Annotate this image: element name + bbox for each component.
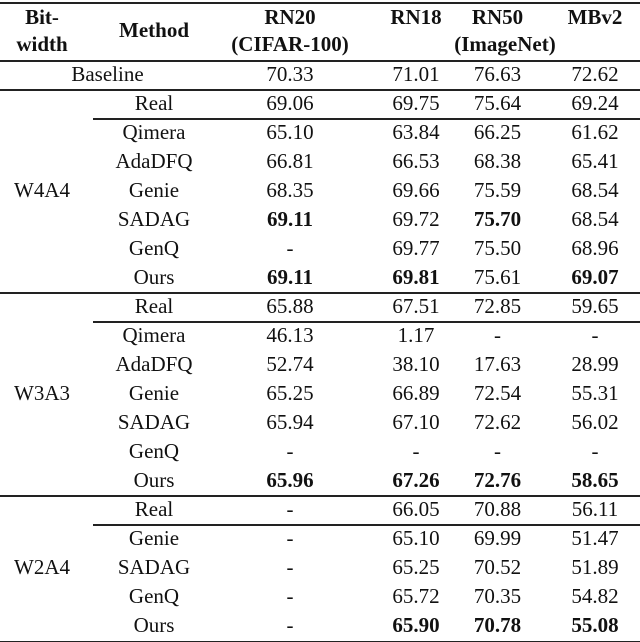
table-cell: 56.11 [571, 497, 619, 521]
table-cell: - [591, 439, 599, 463]
table-cell: 55.08 [571, 613, 619, 637]
table-cell: 66.05 [392, 497, 440, 521]
table-cell: - [286, 497, 294, 521]
table-cell: 72.54 [473, 381, 522, 405]
method-name: Qimera [122, 323, 186, 347]
table-cell: 1.17 [397, 323, 435, 347]
table-cell: 54.82 [571, 584, 619, 608]
method-name: SADAG [117, 207, 191, 231]
table-cell: 56.02 [571, 410, 619, 434]
table-cell: 68.35 [266, 178, 314, 202]
bitwidth-label: W2A4 [14, 555, 70, 579]
method-name: Ours [133, 613, 175, 637]
header-method: Method [119, 18, 189, 42]
table-cell: 17.63 [473, 352, 522, 376]
table-cell: 75.50 [473, 236, 522, 260]
table-cell: 72.76 [473, 468, 522, 492]
table-cell: - [494, 323, 501, 347]
header-imagenet: (ImageNet) [454, 32, 556, 56]
table-cell: 69.66 [392, 178, 440, 202]
table-cell: 46.13 [266, 323, 314, 347]
header-rn50: RN50 [471, 5, 524, 29]
baseline-label: Baseline [71, 62, 144, 86]
table-cell: 69.06 [266, 91, 314, 115]
method-name: AdaDFQ [115, 149, 193, 173]
table-cell: - [412, 439, 420, 463]
table-cell: 69.72 [392, 207, 440, 231]
table-cell: 58.65 [571, 468, 619, 492]
table-cell: 51.47 [571, 526, 619, 550]
table-cell: 65.88 [266, 294, 314, 318]
table-cell: 75.64 [473, 91, 522, 115]
table-cell: - [494, 439, 501, 463]
table-cell: 59.65 [571, 294, 619, 318]
method-name: Genie [128, 178, 180, 202]
table-cell: 67.10 [392, 410, 440, 434]
table-cell: 70.78 [473, 613, 522, 637]
header-bitwidth-line1: Bit- [25, 5, 59, 29]
method-name: Ours [133, 468, 175, 492]
table-cell: 66.25 [473, 120, 522, 144]
baseline-value: 71.01 [392, 62, 440, 86]
table-cell: 70.88 [473, 497, 522, 521]
bitwidth-label: W4A4 [14, 178, 70, 202]
table-cell: - [286, 236, 294, 260]
method-name: Qimera [122, 120, 186, 144]
method-name: AdaDFQ [115, 352, 193, 376]
baseline-value: 72.62 [571, 62, 619, 86]
table-cell: 66.89 [392, 381, 440, 405]
method-name: Ours [133, 265, 175, 289]
table-cell: 55.31 [571, 381, 619, 405]
table-cell: 69.99 [473, 526, 522, 550]
bitwidth-label: W3A3 [14, 381, 70, 405]
table-cell: 65.25 [392, 555, 440, 579]
header-rn18: RN18 [390, 5, 442, 29]
table-cell: 61.62 [571, 120, 619, 144]
method-name: GenQ [128, 439, 180, 463]
table-cell: 70.35 [473, 584, 522, 608]
baseline-value: 70.33 [266, 62, 314, 86]
method-name: Real [134, 294, 174, 318]
method-name: SADAG [117, 410, 191, 434]
table-cell: 65.10 [266, 120, 314, 144]
table-cell: 69.07 [571, 265, 619, 289]
table-cell: 72.62 [473, 410, 522, 434]
header-rn20-dataset: (CIFAR-100) [231, 32, 349, 56]
table-cell: - [286, 526, 294, 550]
table-cell: 68.54 [571, 207, 619, 231]
table-cell: 68.38 [473, 149, 522, 173]
table-cell: 68.54 [571, 178, 619, 202]
method-name: Real [134, 91, 174, 115]
table-cell: 65.94 [266, 410, 314, 434]
table-cell: 70.52 [473, 555, 522, 579]
header-bitwidth [0, 4, 84, 58]
header-mbv2: MBv2 [567, 5, 623, 29]
table-cell: 38.10 [392, 352, 440, 376]
table-cell: 69.24 [571, 91, 619, 115]
table-cell: 66.53 [392, 149, 440, 173]
method-name: Genie [128, 381, 180, 405]
table-cell: - [286, 439, 294, 463]
table-cell: 69.75 [392, 91, 440, 115]
table-cell: 75.61 [473, 265, 522, 289]
table-cell: 52.74 [266, 352, 314, 376]
table-cell: - [286, 584, 294, 608]
table-cell: 67.26 [392, 468, 440, 492]
table-cell: 65.96 [266, 468, 314, 492]
header-rn20-model: RN20 [264, 5, 316, 29]
header-rn20 [215, 4, 365, 58]
table-cell: 65.72 [392, 584, 440, 608]
table-cell: - [591, 323, 599, 347]
table-cell: 75.70 [473, 207, 522, 231]
table-cell: 63.84 [392, 120, 440, 144]
table-cell: - [286, 555, 294, 579]
table-cell: 28.99 [571, 352, 619, 376]
table-cell: 65.90 [392, 613, 440, 637]
method-name: GenQ [128, 236, 180, 260]
table-cell: 75.59 [473, 178, 522, 202]
method-name: GenQ [128, 584, 180, 608]
table-cell: 69.11 [266, 207, 314, 231]
method-name: Real [134, 497, 174, 521]
table-cell: 51.89 [571, 555, 619, 579]
table-cell: 65.10 [392, 526, 440, 550]
header-bitwidth-line2: width [16, 32, 68, 56]
method-name: Genie [128, 526, 180, 550]
table-cell: 65.41 [571, 149, 619, 173]
table-cell: 66.81 [266, 149, 314, 173]
table-cell: 69.11 [266, 265, 314, 289]
table-cell: 65.25 [266, 381, 314, 405]
table-cell: 72.85 [473, 294, 522, 318]
table-cell: 67.51 [392, 294, 440, 318]
table-cell: 68.96 [571, 236, 619, 260]
method-name: SADAG [117, 555, 191, 579]
baseline-value: 76.63 [473, 62, 522, 86]
table-cell: 69.81 [392, 265, 440, 289]
table-cell: 69.77 [392, 236, 440, 260]
table-cell: - [286, 613, 294, 637]
